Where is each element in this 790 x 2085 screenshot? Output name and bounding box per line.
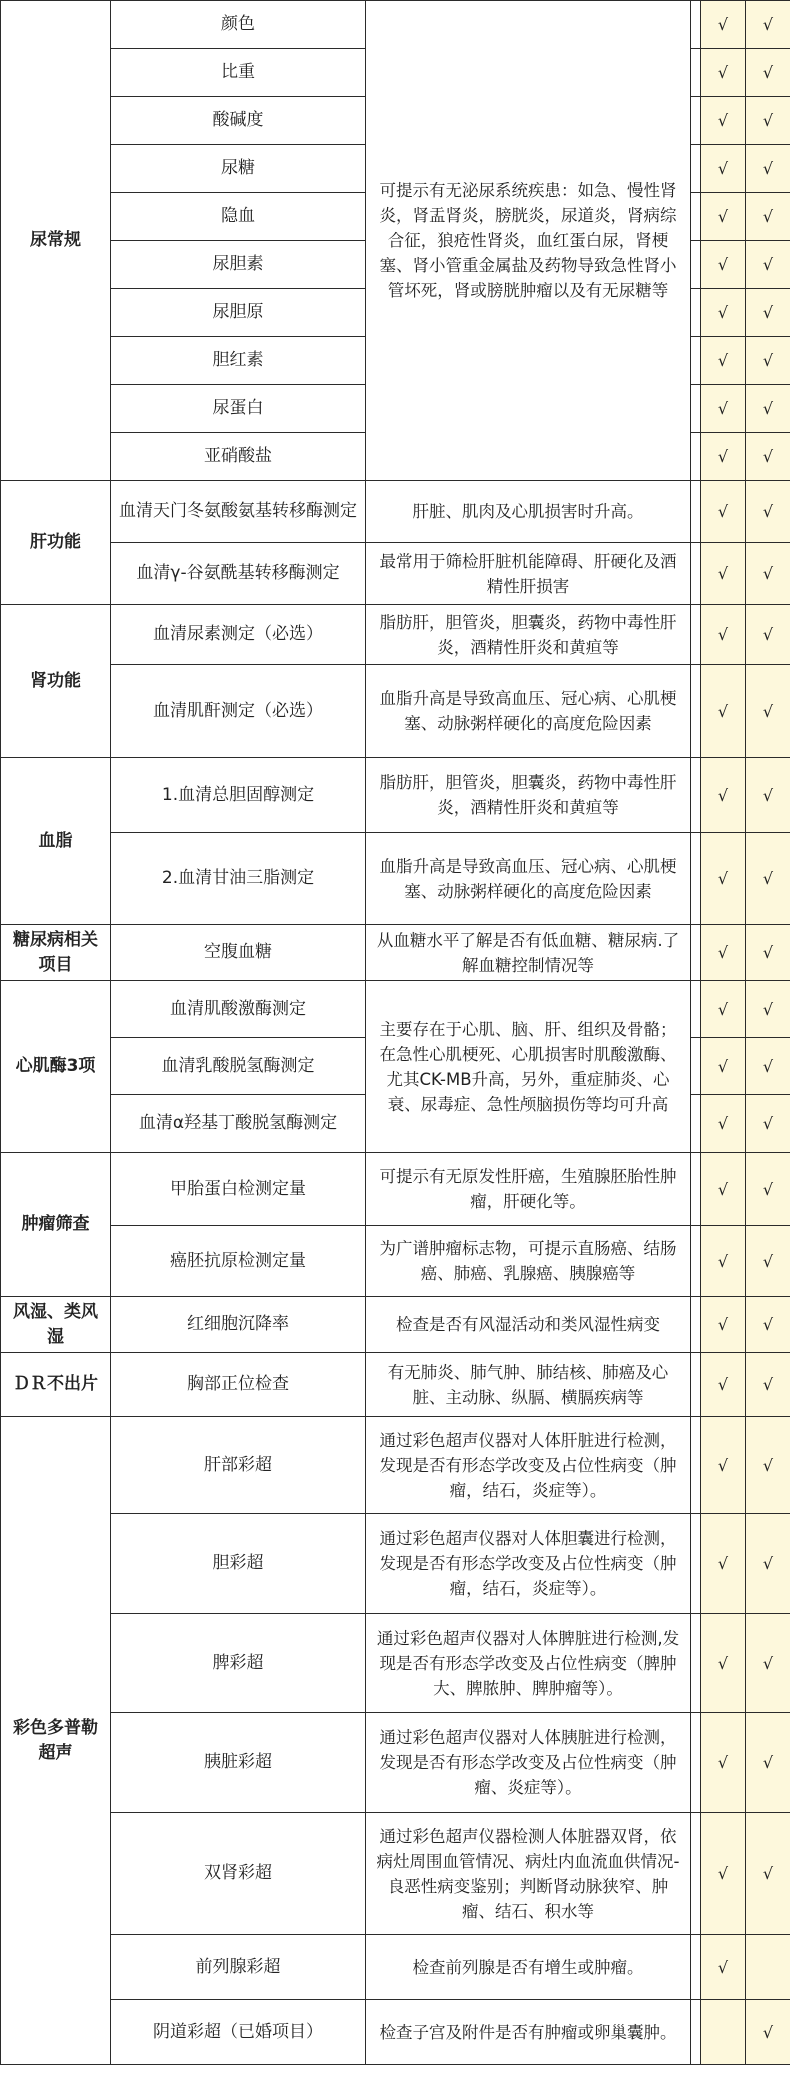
package-b-check: √ <box>746 145 790 193</box>
spacer-cell <box>691 481 701 543</box>
category-label: 肿瘤筛查 <box>1 1153 111 1297</box>
package-a-check: √ <box>701 833 746 925</box>
table-row <box>1 1226 790 1297</box>
item-name: 癌胚抗原检测定量 <box>111 1226 366 1297</box>
item-description: 检查子宫及附件是否有肿瘤或卵巢囊肿。 <box>366 2000 691 2065</box>
package-b-check: √ <box>746 1095 790 1153</box>
package-b-check: √ <box>746 665 790 758</box>
item-name: 肝部彩超 <box>111 1417 366 1514</box>
spacer-cell <box>691 2000 701 2065</box>
category-label: 肝功能 <box>1 481 111 605</box>
package-b-check: √ <box>746 1297 790 1353</box>
package-a-check: √ <box>701 1713 746 1813</box>
item-name: 尿胆素 <box>111 241 366 289</box>
table-row <box>1 1297 790 1353</box>
package-a-check: √ <box>701 605 746 665</box>
spacer-cell <box>691 1153 701 1226</box>
table-row <box>1 1153 790 1226</box>
spacer-cell <box>691 1353 701 1417</box>
item-name: 胆彩超 <box>111 1514 366 1614</box>
package-b-check: √ <box>746 337 790 385</box>
spacer-cell <box>691 337 701 385</box>
spacer-cell <box>691 1 701 49</box>
category-label: 彩色多普勒超声 <box>1 1417 111 2065</box>
table-row <box>1 833 790 925</box>
package-b-check: √ <box>746 97 790 145</box>
item-description: 肝脏、肌肉及心肌损害时升高。 <box>366 481 691 543</box>
category-label: 肾功能 <box>1 605 111 758</box>
package-b-check: √ <box>746 925 790 981</box>
table-row <box>1 605 790 665</box>
spacer-cell <box>691 97 701 145</box>
spacer-cell <box>691 241 701 289</box>
package-a-check: √ <box>701 145 746 193</box>
item-description: 为广谱肿瘤标志物，可提示直肠癌、结肠癌、肺癌、乳腺癌、胰腺癌等 <box>366 1226 691 1297</box>
item-name: 尿糖 <box>111 145 366 193</box>
package-b-check: √ <box>746 1813 790 1935</box>
item-description: 最常用于筛检肝脏机能障碍、肝硬化及酒精性肝损害 <box>366 543 691 605</box>
item-description: 通过彩色超声仪器对人体脾脏进行检测,发现是否有形态学改变及占位性病变（脾肿大、脾脓肿、脾肿瘤等）。 <box>366 1614 691 1713</box>
item-name: 红细胞沉降率 <box>111 1297 366 1353</box>
spacer-cell <box>691 1614 701 1713</box>
package-a-check: √ <box>701 1417 746 1514</box>
package-a-check: √ <box>701 385 746 433</box>
package-b-check: √ <box>746 833 790 925</box>
item-description: 通过彩色超声仪器对人体胆囊进行检测，发现是否有形态学改变及占位性病变（肿瘤，结石，炎症等）。 <box>366 1514 691 1614</box>
item-name: 1.血清总胆固醇测定 <box>111 758 366 833</box>
spacer-cell <box>691 833 701 925</box>
package-b-check: √ <box>746 605 790 665</box>
spacer-cell <box>691 1713 701 1813</box>
package-a-check: √ <box>701 925 746 981</box>
package-a-check: √ <box>701 665 746 758</box>
package-a-check: √ <box>701 481 746 543</box>
package-b-check: √ <box>746 543 790 605</box>
package-b-check: √ <box>746 1153 790 1226</box>
item-name: 前列腺彩超 <box>111 1935 366 2000</box>
package-b-check: √ <box>746 481 790 543</box>
item-description: 脂肪肝，胆管炎，胆囊炎，药物中毒性肝炎，酒精性肝炎和黄疸等 <box>366 605 691 665</box>
item-name: 血清乳酸脱氢酶测定 <box>111 1038 366 1095</box>
spacer-cell <box>691 1935 701 2000</box>
spacer-cell <box>691 543 701 605</box>
item-name: 酸碱度 <box>111 97 366 145</box>
package-a-check: √ <box>701 1 746 49</box>
package-a-check: √ <box>701 1813 746 1935</box>
spacer-cell <box>691 665 701 758</box>
item-name: 脾彩超 <box>111 1614 366 1713</box>
spacer-cell <box>691 1297 701 1353</box>
spacer-cell <box>691 289 701 337</box>
package-b-check: √ <box>746 289 790 337</box>
item-description: 检查前列腺是否有增生或肿瘤。 <box>366 1935 691 2000</box>
item-description: 血脂升高是导致高血压、冠心病、心肌梗塞、动脉粥样硬化的高度危险因素 <box>366 665 691 758</box>
category-label: 糖尿病相关项目 <box>1 925 111 981</box>
item-name: 比重 <box>111 49 366 97</box>
package-a-check: √ <box>701 433 746 481</box>
item-name: 血清γ-谷氨酰基转移酶测定 <box>111 543 366 605</box>
table-row <box>1 1935 790 2000</box>
table-row <box>1 1 790 49</box>
package-a-check: √ <box>701 337 746 385</box>
item-name: 血清尿素测定（必选） <box>111 605 366 665</box>
spacer-cell <box>691 49 701 97</box>
item-name: 血清天门冬氨酸氨基转移酶测定 <box>111 481 366 543</box>
item-description: 通过彩色超声仪器检测人体脏器双肾，依病灶周围血管情况、病灶内血流血供情况-良恶性病变鉴别；判断肾动脉狭窄、肿瘤、结石、积水等 <box>366 1813 691 1935</box>
table-row <box>1 925 790 981</box>
spacer-cell <box>691 1417 701 1514</box>
spacer-cell <box>691 193 701 241</box>
item-name: 胸部正位检查 <box>111 1353 366 1417</box>
spacer-cell <box>691 925 701 981</box>
category-label: 血脂 <box>1 758 111 925</box>
item-description: 可提示有无泌尿系统疾患：如急、慢性肾炎，肾盂肾炎，膀胱炎，尿道炎，肾病综合征，狼疮性肾炎，血红蛋白尿，肾梗塞、肾小管重金属盐及药物导致急性肾小管坏死，肾或膀胱肿瘤以及有无尿糖等 <box>366 1 691 481</box>
package-a-check: √ <box>701 1038 746 1095</box>
category-label: ＤＲ不出片 <box>1 1353 111 1417</box>
table-row <box>1 1614 790 1713</box>
package-a-check: √ <box>701 981 746 1038</box>
category-label: 风湿、类风湿 <box>1 1297 111 1353</box>
package-a-check: √ <box>701 1935 746 2000</box>
item-name: 阴道彩超（已婚项目） <box>111 2000 366 2065</box>
package-a-check: √ <box>701 1095 746 1153</box>
package-b-check <box>746 1935 790 2000</box>
item-name: 空腹血糖 <box>111 925 366 981</box>
item-name: 血清肌酐测定（必选） <box>111 665 366 758</box>
category-label: 心肌酶3项 <box>1 981 111 1153</box>
category-label: 尿常规 <box>1 1 111 481</box>
package-b-check: √ <box>746 49 790 97</box>
spacer-cell <box>691 1226 701 1297</box>
item-description: 血脂升高是导致高血压、冠心病、心肌梗塞、动脉粥样硬化的高度危险因素 <box>366 833 691 925</box>
item-description: 通过彩色超声仪器对人体肝脏进行检测，发现是否有形态学改变及占位性病变（肿瘤，结石，炎症等）。 <box>366 1417 691 1514</box>
package-b-check: √ <box>746 1417 790 1514</box>
table-row <box>1 2000 790 2065</box>
item-name: 血清α羟基丁酸脱氢酶测定 <box>111 1095 366 1153</box>
item-description: 脂肪肝，胆管炎，胆囊炎，药物中毒性肝炎，酒精性肝炎和黄疸等 <box>366 758 691 833</box>
table-row <box>1 1713 790 1813</box>
package-a-check: √ <box>701 241 746 289</box>
item-name: 隐血 <box>111 193 366 241</box>
package-b-check: √ <box>746 1514 790 1614</box>
item-name: 颜色 <box>111 1 366 49</box>
package-a-check: √ <box>701 1297 746 1353</box>
spacer-cell <box>691 981 701 1038</box>
item-description: 通过彩色超声仪器对人体胰脏进行检测，发现是否有形态学改变及占位性病变（肿瘤、炎症等）。 <box>366 1713 691 1813</box>
item-name: 亚硝酸盐 <box>111 433 366 481</box>
item-name: 胰脏彩超 <box>111 1713 366 1813</box>
spacer-cell <box>691 1095 701 1153</box>
spacer-cell <box>691 145 701 193</box>
package-b-check: √ <box>746 1353 790 1417</box>
spacer-cell <box>691 433 701 481</box>
item-name: 尿蛋白 <box>111 385 366 433</box>
item-description: 主要存在于心肌、脑、肝、组织及骨骼；在急性心肌梗死、心肌损害时肌酸激酶、尤其CK-MB升高，另外，重症肺炎、心衰、尿毒症、急性颅脑损伤等均可升高 <box>366 981 691 1153</box>
package-a-check: √ <box>701 49 746 97</box>
item-description: 可提示有无原发性肝癌，生殖腺胚胎性肿瘤，肝硬化等。 <box>366 1153 691 1226</box>
package-b-check: √ <box>746 1614 790 1713</box>
item-name: 双肾彩超 <box>111 1813 366 1935</box>
item-name: 胆红素 <box>111 337 366 385</box>
package-a-check: √ <box>701 193 746 241</box>
table-row <box>1 665 790 758</box>
package-b-check: √ <box>746 385 790 433</box>
package-b-check: √ <box>746 1038 790 1095</box>
package-b-check: √ <box>746 1713 790 1813</box>
table-row <box>1 1353 790 1417</box>
package-a-check: √ <box>701 1514 746 1614</box>
item-name: 血清肌酸激酶测定 <box>111 981 366 1038</box>
package-b-check: √ <box>746 1226 790 1297</box>
package-b-check: √ <box>746 2000 790 2065</box>
package-b-check: √ <box>746 981 790 1038</box>
package-a-check: √ <box>701 543 746 605</box>
table-row <box>1 543 790 605</box>
package-b-check: √ <box>746 1 790 49</box>
table-row <box>1 481 790 543</box>
table-row <box>1 1514 790 1614</box>
package-b-check: √ <box>746 433 790 481</box>
spacer-cell <box>691 1038 701 1095</box>
package-a-check: √ <box>701 1153 746 1226</box>
table-row <box>1 1417 790 1514</box>
spacer-cell <box>691 758 701 833</box>
table-row <box>1 981 790 1038</box>
spacer-cell <box>691 1813 701 1935</box>
spacer-cell <box>691 385 701 433</box>
item-description: 有无肺炎、肺气肿、肺结核、肺癌及心脏、主动脉、纵膈、横膈疾病等 <box>366 1353 691 1417</box>
table-row <box>1 758 790 833</box>
package-a-check: √ <box>701 289 746 337</box>
package-b-check: √ <box>746 758 790 833</box>
package-a-check: √ <box>701 1353 746 1417</box>
item-name: 2.血清甘油三脂测定 <box>111 833 366 925</box>
item-name: 甲胎蛋白检测定量 <box>111 1153 366 1226</box>
table-row <box>1 1813 790 1935</box>
package-b-check: √ <box>746 193 790 241</box>
spacer-cell <box>691 605 701 665</box>
package-a-check <box>701 2000 746 2065</box>
item-description: 检查是否有风湿活动和类风湿性病变 <box>366 1297 691 1353</box>
item-name: 尿胆原 <box>111 289 366 337</box>
package-a-check: √ <box>701 758 746 833</box>
package-b-check: √ <box>746 241 790 289</box>
spacer-cell <box>691 1514 701 1614</box>
item-description: 从血糖水平了解是否有低血糖、糖尿病.了解血糖控制情况等 <box>366 925 691 981</box>
package-a-check: √ <box>701 1226 746 1297</box>
package-a-check: √ <box>701 97 746 145</box>
package-a-check: √ <box>701 1614 746 1713</box>
